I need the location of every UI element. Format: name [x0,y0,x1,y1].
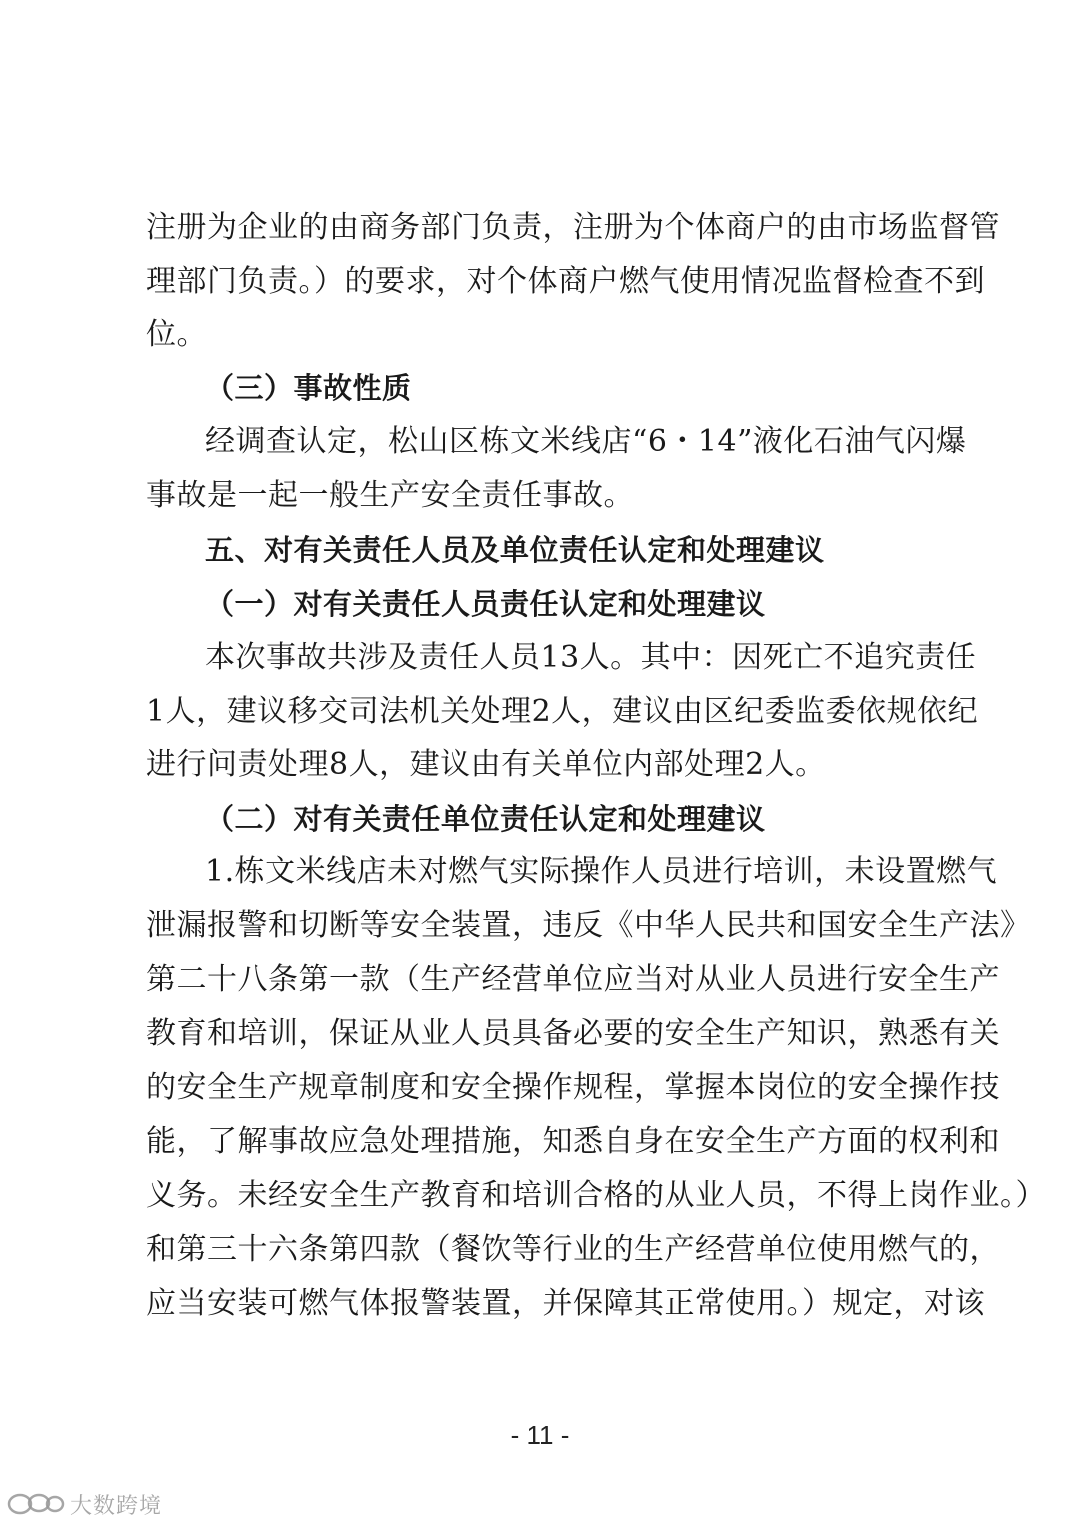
text-line: 义务。未经安全生产教育和培训合格的从业人员，不得上岗作业。） [146,1178,1046,1213]
watermark-text: 大数跨境 [70,1493,163,1519]
text-line: 1人，建议移交司法机关处理2人，建议由区纪委监委依规依纪 [146,694,979,729]
text-line: 进行问责处理8人，建议由有关单位内部处理2人。 [146,747,826,782]
text-line: 注册为企业的由商务部门负责，注册为个体商户的由市场监督管 [146,210,1000,245]
text-line: 第二十八条第一款（生产经营单位应当对从业人员进行安全生产 [146,962,1000,997]
text-line: 本次事故共涉及责任人员13人。其中：因死亡不追究责任 [205,640,977,675]
page-number: - 11 - [510,1420,570,1450]
text-line: 经调查认定，松山区栋文米线店“6・14”液化石油气闪爆 [205,424,967,459]
text-line: 教育和培训，保证从业人员具备必要的安全生产知识，熟悉有关 [146,1016,1000,1051]
text-line: 能，了解事故应急处理措施，知悉自身在安全生产方面的权利和 [146,1124,1000,1159]
text-line: 五、对有关责任人员及单位责任认定和处理建议 [205,533,825,567]
watermark [6,1488,162,1520]
text-line: 位。 [146,317,207,352]
chat-bubble-logo-icon [6,1490,66,1518]
text-line: （二）对有关责任单位责任认定和处理建议 [205,802,766,836]
text-line: （三）事故性质 [205,371,412,405]
text-line: 事故是一起一般生产安全责任事故。 [146,478,634,513]
text-line: 应当安装可燃气体报警装置，并保障其正常使用。）规定，对该 [146,1286,985,1321]
text-line: 理部门负责。）的要求，对个体商户燃气使用情况监督检查不到 [146,264,985,299]
text-line: （一）对有关责任人员责任认定和处理建议 [205,587,766,621]
text-line: 的安全生产规章制度和安全操作规程，掌握本岗位的安全操作技 [146,1070,1000,1105]
text-line: 1.栋文米线店未对燃气实际操作人员进行培训，未设置燃气 [205,854,998,889]
text-line: 泄漏报警和切断等安全装置，违反《中华人民共和国安全生产法》 [146,908,1031,943]
text-line: 和第三十六条第四款（餐饮等行业的生产经营单位使用燃气的， [146,1232,1000,1267]
